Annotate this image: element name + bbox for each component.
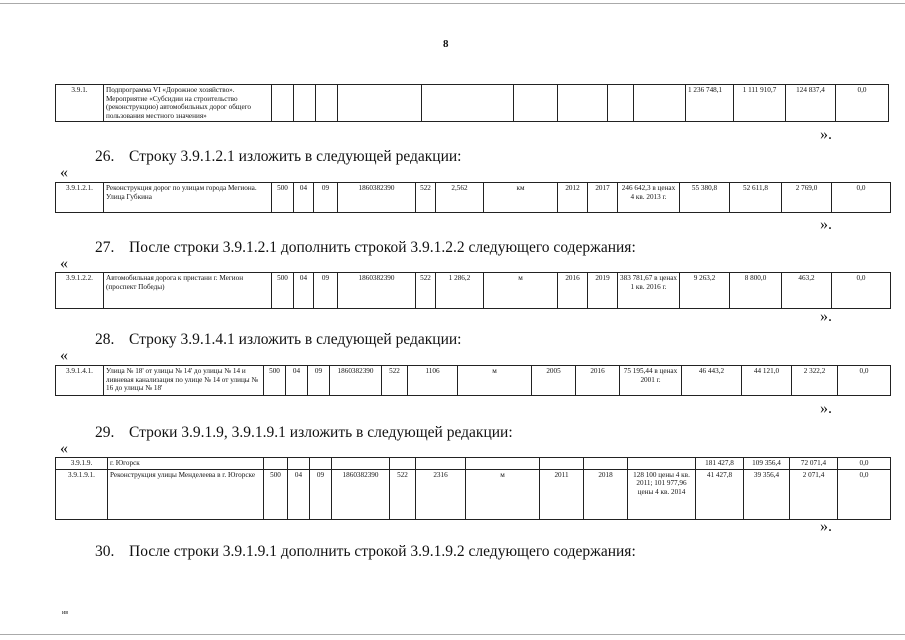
cell-1: 500 — [264, 366, 286, 396]
cell-1: 500 — [272, 273, 294, 309]
cell-9: 2018 — [584, 469, 628, 519]
cell-value-3: 124 837,4 — [786, 85, 836, 122]
closing-quote: ». — [820, 126, 832, 143]
item-text: После строки 3.9.1.9.1 дополнить строкой 3.9.1.9.2 следующего содержания: — [129, 543, 636, 560]
opening-quote: « — [60, 255, 68, 272]
opening-quote: « — [60, 347, 68, 364]
cell-1: 500 — [264, 469, 288, 519]
cell-5: 522 — [416, 183, 436, 213]
cell-value-2: 8 800,0 — [730, 273, 782, 309]
table-row — [56, 469, 891, 519]
row-code: 3.9.1.2.1. — [56, 183, 104, 213]
cell-7: м — [484, 273, 558, 309]
footer-mark: ив — [62, 610, 69, 616]
cell-value-2: 1 111 910,7 — [734, 85, 786, 122]
cell-value-4: 0,0 — [838, 469, 891, 519]
table-row — [56, 183, 891, 213]
cell-value-4: 0,0 — [836, 85, 889, 122]
cell-5: 522 — [382, 366, 408, 396]
cell-value-4: 0,0 — [838, 366, 891, 396]
cell-value-2: 109 356,4 — [744, 458, 790, 470]
row-description: Реконструкция дорог по улицам города Мегиона. Улица Губкина — [104, 183, 272, 213]
cell-value-3: 72 071,4 — [790, 458, 838, 470]
cell-value-2: 44 121,0 — [742, 366, 792, 396]
cell-6: 2316 — [416, 469, 466, 519]
cell-value-4: 0,0 — [832, 273, 891, 309]
item-27-heading — [95, 239, 636, 257]
cell-7: м — [458, 366, 532, 396]
closing-quote: ». — [820, 400, 832, 417]
cell-5: 522 — [390, 469, 416, 519]
cell-10: 75 195,44 в ценах 2001 г. — [620, 366, 682, 396]
table-3-9-1 — [55, 84, 889, 122]
cell-total: 41 427,8 — [696, 469, 744, 519]
cell-3: 09 — [310, 469, 332, 519]
cell-total: 55 380,8 — [680, 183, 730, 213]
item-number: 30. — [95, 543, 115, 560]
table-3-9-1-4-1 — [55, 365, 891, 396]
cell-7: м — [466, 469, 540, 519]
table-row — [56, 85, 889, 122]
item-30-heading — [95, 543, 636, 561]
cell-8: 2016 — [558, 273, 588, 309]
closing-quote: ». — [820, 216, 832, 233]
cell-total: 181 427,8 — [696, 458, 744, 470]
item-text: Строку 3.9.1.4.1 изложить в следующей редакции: — [129, 331, 462, 348]
cell-2: 04 — [294, 273, 314, 309]
cell-value-3: 2 769,0 — [782, 183, 832, 213]
closing-quote: ». — [820, 518, 832, 535]
row-code: 3.9.1.4.1. — [56, 366, 104, 396]
row-description: г. Югорск — [108, 458, 264, 470]
cell-4: 1860382390 — [332, 469, 390, 519]
cell-total: 46 443,2 — [682, 366, 742, 396]
row-description: Реконструкция улицы Менделеева в г. Югорске — [108, 469, 264, 519]
item-29-heading — [95, 424, 513, 442]
cell-3: 09 — [314, 273, 338, 309]
cell-8: 2012 — [558, 183, 588, 213]
cell-6: 1 286,2 — [436, 273, 484, 309]
cell-2: 04 — [286, 366, 308, 396]
cell-value-3: 2 322,2 — [792, 366, 838, 396]
cell-8: 2005 — [532, 366, 576, 396]
table-row — [56, 273, 891, 309]
item-number: 26. — [95, 148, 115, 165]
row-code: 3.9.1. — [56, 85, 104, 122]
item-text: Строки 3.9.1.9, 3.9.1.9.1 изложить в следующей редакции: — [129, 424, 513, 441]
table-3-9-1-9 — [55, 457, 891, 520]
cell-10: 383 781,67 в ценах 1 кв. 2016 г. — [618, 273, 680, 309]
cell-3: 09 — [308, 366, 330, 396]
row-code: 3.9.1.9.1. — [56, 469, 108, 519]
table-row — [56, 366, 891, 396]
cell-value-4: 0,0 — [838, 458, 891, 470]
item-26-heading — [95, 148, 462, 166]
cell-9: 2019 — [588, 273, 618, 309]
cell-6: 2,562 — [436, 183, 484, 213]
cell-6: 1106 — [408, 366, 458, 396]
opening-quote: « — [60, 164, 68, 181]
cell-total: 1 236 748,1 — [686, 85, 734, 122]
cell-10: 246 642,3 в ценах 4 кв. 2013 г. — [618, 183, 680, 213]
row-code: 3.9.1.9. — [56, 458, 108, 470]
cell-10: 128 100 цены 4 кв. 2011; 101 977,96 цены 4 кв. 2014 — [628, 469, 696, 519]
cell-1: 500 — [272, 183, 294, 213]
bottom-border-line — [0, 634, 905, 635]
top-border-line — [0, 3, 905, 4]
closing-quote: ». — [820, 308, 832, 325]
item-text: После строки 3.9.1.2.1 дополнить строкой 3.9.1.2.2 следующего содержания: — [129, 239, 636, 256]
item-number: 29. — [95, 424, 115, 441]
cell-8: 2011 — [540, 469, 584, 519]
cell-value-2: 39 356,4 — [744, 469, 790, 519]
cell-2: 04 — [294, 183, 314, 213]
cell-4: 1860382390 — [330, 366, 382, 396]
cell-5: 522 — [416, 273, 436, 309]
row-description: Подпрограмма VI «Дорожное хозяйство». Мероприятие «Субсидии на строительство (реконструкцию) автомобильных дорог общего пользования местного значения» — [104, 85, 272, 122]
item-number: 28. — [95, 331, 115, 348]
cell-4: 1860382390 — [338, 273, 416, 309]
cell-3: 09 — [314, 183, 338, 213]
cell-7: км — [484, 183, 558, 213]
row-code: 3.9.1.2.2. — [56, 273, 104, 309]
row-description: Автомобильная дорога к пристани г. Мегион (проспект Победы) — [104, 273, 272, 309]
row-description: Улица № 18' от улицы № 14' до улицы № 14 и ливневая канализация по улице № 14 от улицы № 16 до улицы № 18' — [104, 366, 264, 396]
cell-value-3: 2 071,4 — [790, 469, 838, 519]
page-number: 8 — [443, 38, 449, 50]
cell-4: 1860382390 — [338, 183, 416, 213]
cell-value-2: 52 611,8 — [730, 183, 782, 213]
cell-9: 2017 — [588, 183, 618, 213]
item-28-heading — [95, 331, 462, 349]
opening-quote: « — [60, 440, 68, 457]
item-text: Строку 3.9.1.2.1 изложить в следующей редакции: — [129, 148, 462, 165]
cell-2: 04 — [288, 469, 310, 519]
table-3-9-1-2-1 — [55, 182, 891, 213]
table-row — [56, 458, 891, 470]
table-3-9-1-2-2 — [55, 272, 891, 309]
cell-value-4: 0,0 — [832, 183, 891, 213]
item-number: 27. — [95, 239, 115, 256]
cell-9: 2016 — [576, 366, 620, 396]
cell-total: 9 263,2 — [680, 273, 730, 309]
cell-value-3: 463,2 — [782, 273, 832, 309]
